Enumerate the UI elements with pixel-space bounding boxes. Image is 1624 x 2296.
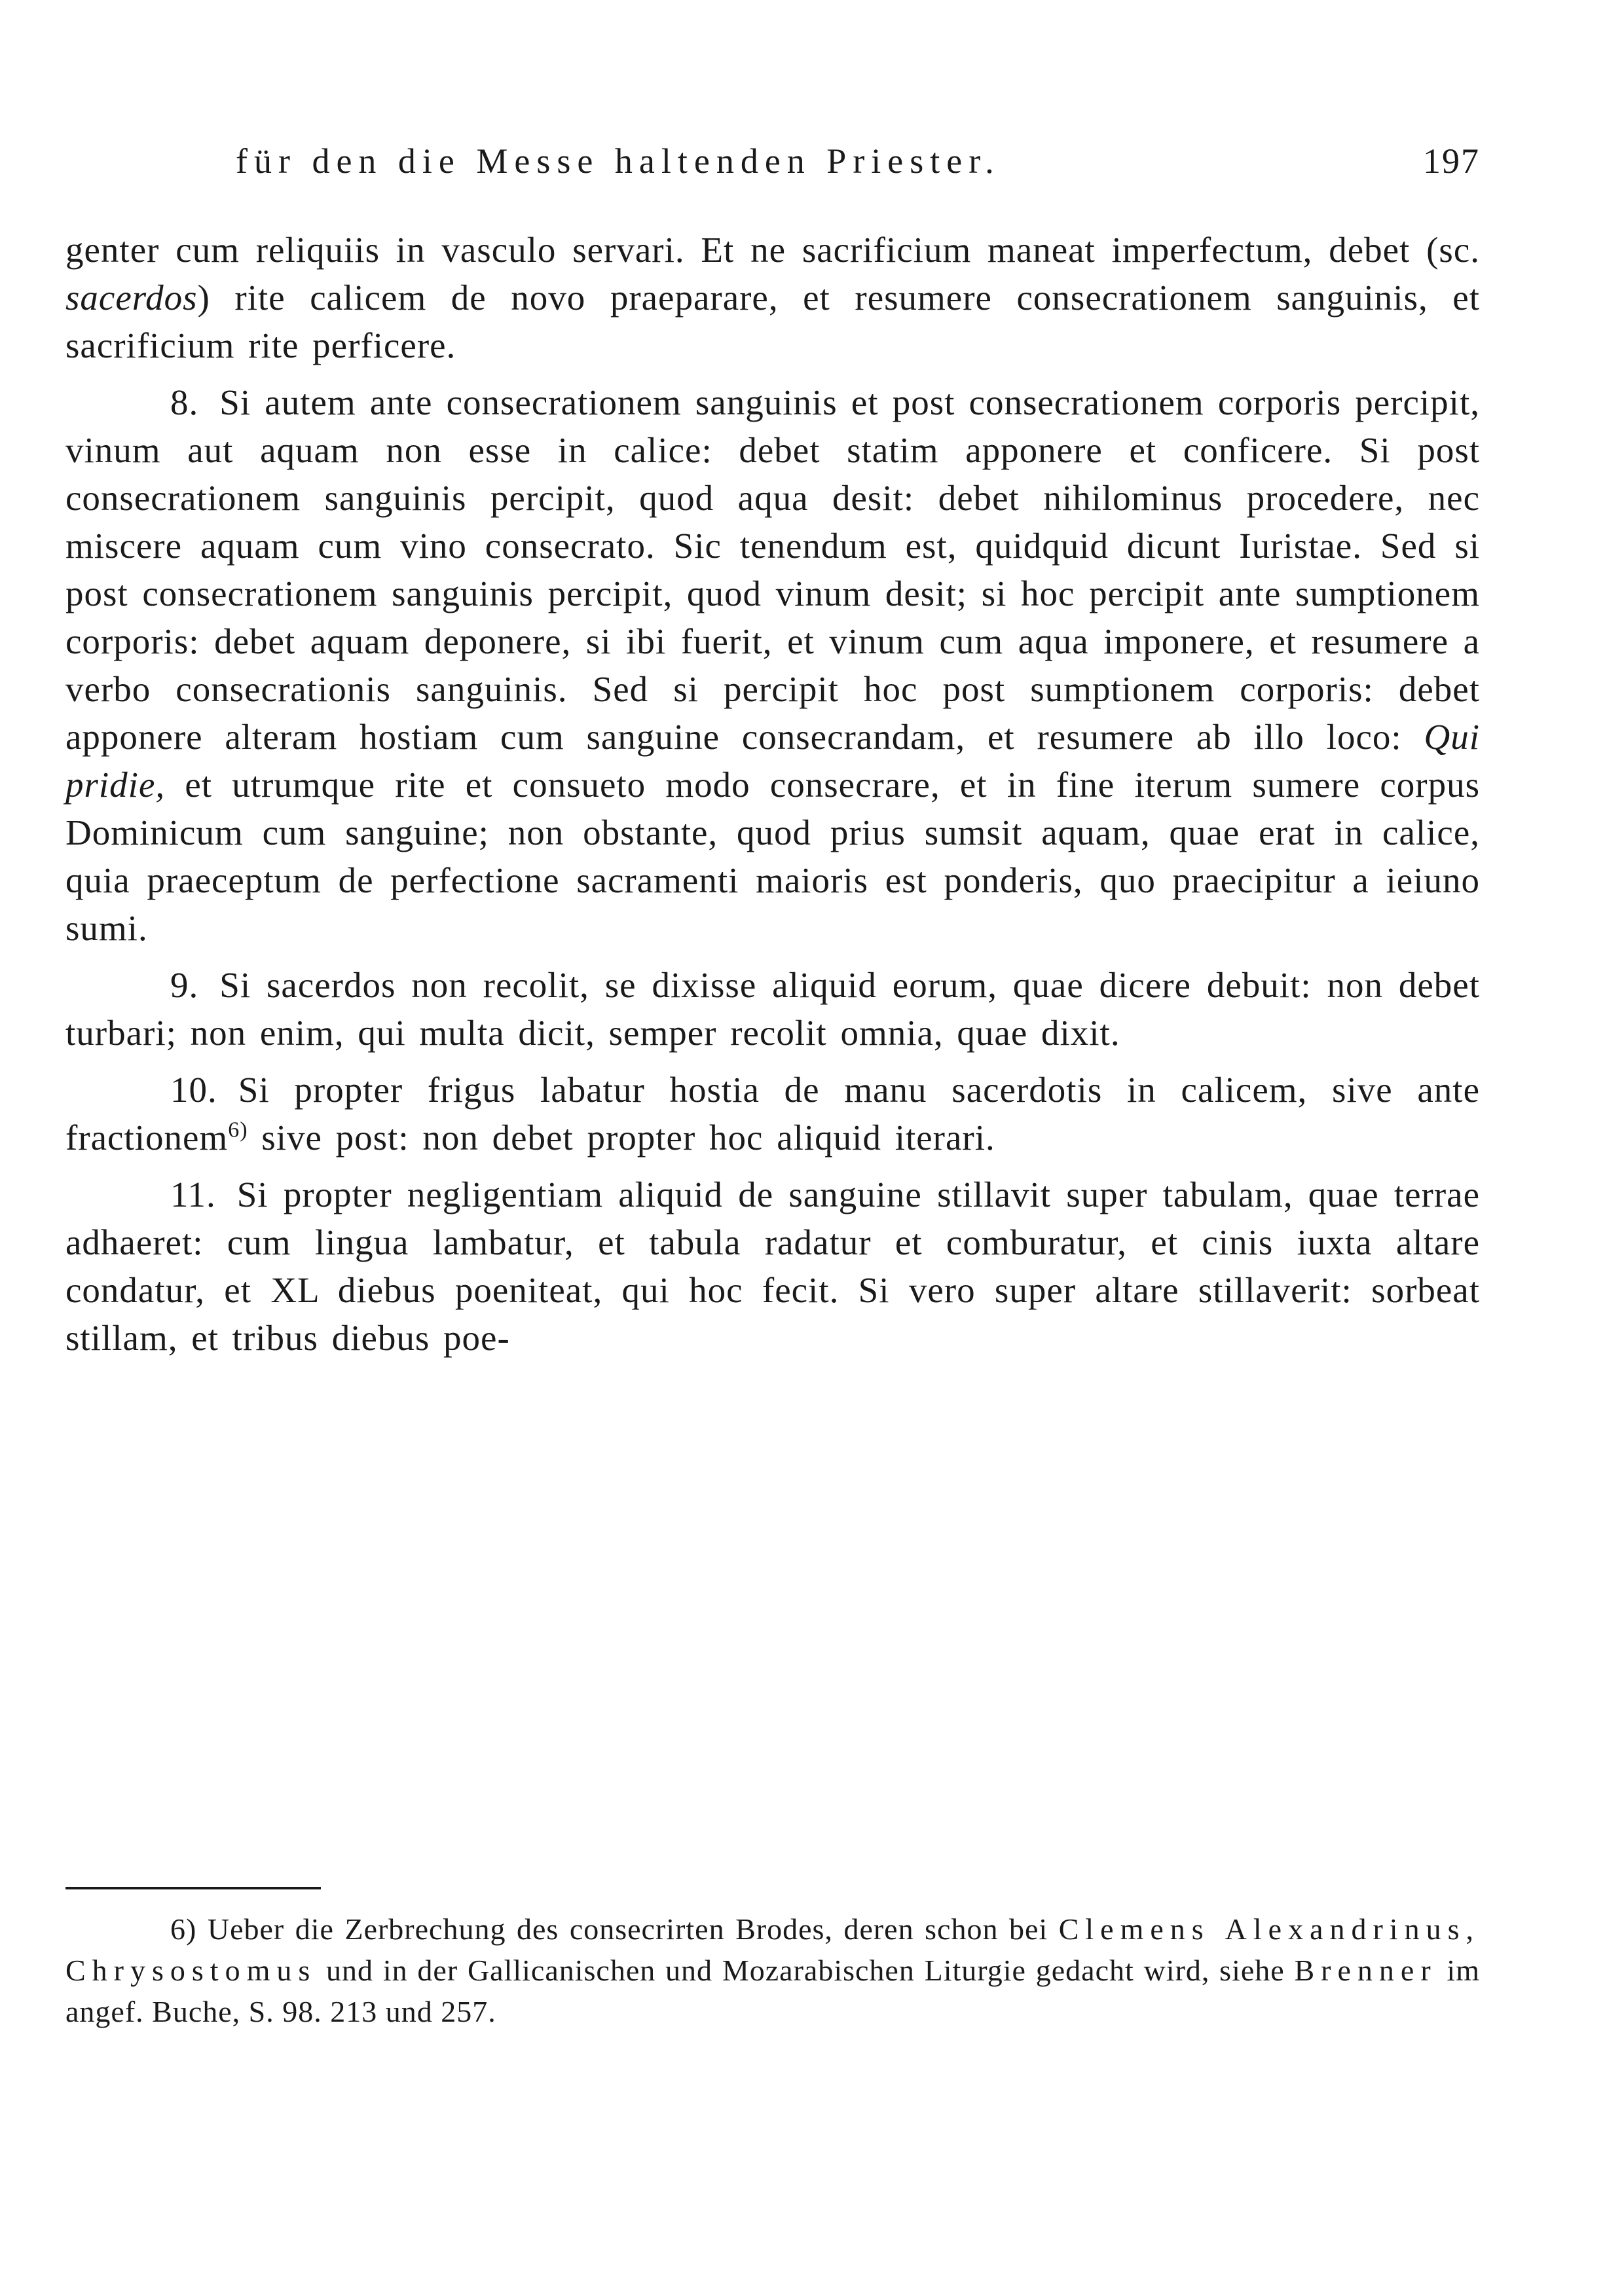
page-header	[236, 141, 1480, 193]
paragraph-text: et utrumque rite et consueto modo consecrare, et in fine iterum sumere corpus Dominicum cum sanguine; non obstante, quod prius sumsit aquam, quae erat in calice, quia praeceptum de perfectione sacramenti maioris est ponderis, quo praecipitur a ieiuno sumi.	[65, 765, 1480, 948]
paragraph-number: 8.	[170, 382, 199, 422]
paragraph-number: 9.	[170, 965, 199, 1005]
running-title: für den die Messe haltenden Priester.	[236, 141, 1001, 181]
body-text	[65, 226, 1480, 1371]
paragraph-number: 11.	[170, 1175, 216, 1214]
footnote-text: und in der Gallicanischen und Mozarabischen Liturgie gedacht wird, siehe	[316, 1954, 1295, 1987]
page-number: 197	[1423, 141, 1480, 181]
paragraph-text: sive post: non debet propter hoc aliquid iterari.	[248, 1118, 995, 1157]
paragraph-text: ) rite calicem de novo praeparare, et resumere consecrationem sanguinis, et sacrificium rite perficere.	[65, 278, 1480, 365]
footnote-divider	[65, 1887, 321, 1889]
paragraph-number: 10.	[170, 1070, 217, 1110]
paragraph-9	[65, 961, 1480, 1057]
author-name: Chrysostomus	[65, 1954, 317, 1987]
paragraph-text: genter cum reliquiis in vasculo servari. Et ne sacrificium maneat imperfectum, debet (sc.	[65, 230, 1480, 270]
author-name: Brenner	[1294, 1954, 1437, 1987]
italic-term: sacerdos	[65, 278, 198, 318]
author-name: Clemens Alexandrinus,	[1058, 1912, 1480, 1946]
paragraph-continuation	[65, 226, 1480, 369]
footnote-text: Ueber die Zerbrechung des consecrirten Brodes, deren schon bei	[196, 1912, 1059, 1946]
footnote	[65, 1908, 1480, 2032]
paragraph-text: Si sacerdos non recolit, se dixisse aliquid eorum, quae dicere debuit: non debet turbari; non enim, qui multa dicit, semper recolit omnia, quae dixit.	[65, 965, 1480, 1053]
footnote-mark: 6)	[170, 1912, 197, 1946]
paragraph-text: Si autem ante consecrationem sanguinis et post consecrationem corporis percipit, vinum aut aquam non esse in calice: debet statim apponere et conficere. Si post consecrationem sanguinis percipit, quod aqua desit: debet nihilominus procedere, nec miscere aquam cum vino consecrato. Sic tenendum est, quidquid dicunt Iuristae. Sed si post consecrationem sanguinis percipit, quod vinum desit; si hoc percipit ante sumptionem corporis: debet aquam deponere, si ibi fuerit, et vinum cum aqua imponere, et resumere a verbo consecrationis sanguinis. Sed si percipit hoc post sumptionem corporis: debet apponere alteram hostiam cum sanguine consecrandam, et resumere ab illo loco:	[65, 382, 1480, 757]
paragraph-11	[65, 1171, 1480, 1362]
paragraph-8	[65, 378, 1480, 952]
paragraph-text: Si propter frigus labatur hostia de manu sacerdotis in calicem, sive ante fractionem	[65, 1070, 1480, 1157]
paragraph-text: Si propter negligentiam aliquid de sanguine stillavit super tabulam, quae terrae adhaeret: cum lingua lambatur, et tabula radatur et comburatur, et cinis iuxta altare condatur, et XL diebus poeniteat, qui hoc fecit. Si vero super altare stillaverit: sorbeat stillam, et tribus diebus poe-	[65, 1175, 1480, 1358]
footnote-reference[interactable]: 6)	[228, 1118, 248, 1142]
paragraph-10	[65, 1066, 1480, 1161]
italic-quote: Qui pridie,	[65, 717, 1480, 805]
footnote-text: im angef. Buche, S. 98. 213 und 257.	[65, 1954, 1480, 2028]
